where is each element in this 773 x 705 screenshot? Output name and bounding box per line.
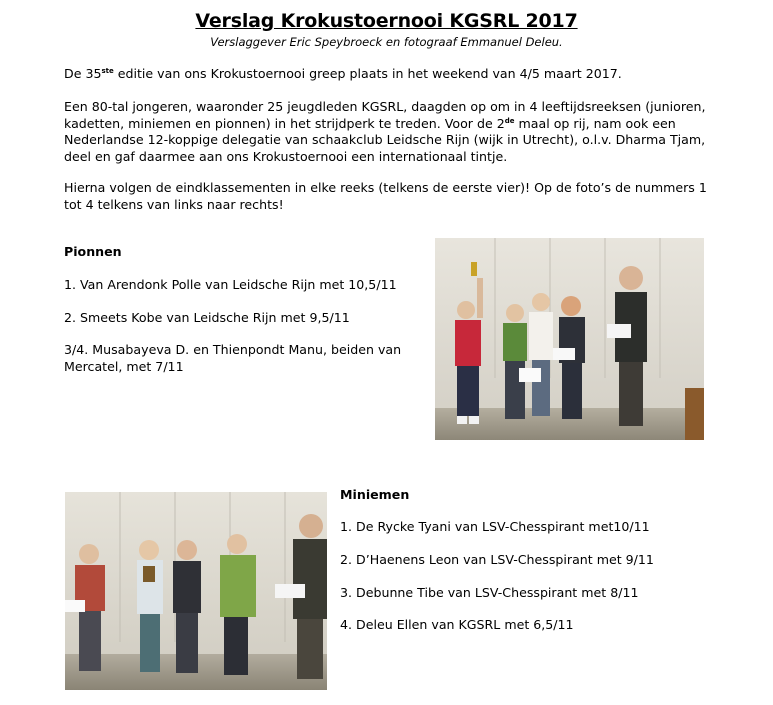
miniemen-result-1: 1. De Rycke Tyani van LSV-Chesspirant met10/11	[340, 519, 650, 534]
page-title: Verslag Krokustoernooi KGSRL 2017	[195, 10, 578, 32]
intro-paragraph-3: Hierna volgen de eindklassementen in elke reeks (telkens de eerste vier)! Op de foto’s de nummers 1 tot 4 telkens van links naar rechts!	[64, 180, 707, 212]
page-subtitle: Verslaggever Eric Speybroeck en fotograaf Emmanuel Deleu.	[210, 35, 563, 49]
intro-p2-text-b: maal op rij, nam ook een Nederlandse 12-koppige delegatie van schaakclub Leidsche Rijn (wijk in Utrecht), o.l.v. Dharma Tjam, deel en gaf daarmee aan ons Krokustoernooi een internationaal tintje.	[64, 115, 706, 164]
intro-p1-text-b: editie van ons Krokustoernooi greep plaats in het weekend van 4/5 maart 2017.	[113, 66, 622, 81]
pionnen-heading: Pionnen	[64, 244, 122, 259]
pionnen-result-1: 1. Van Arendonk Polle van Leidsche Rijn met 10,5/11	[64, 277, 397, 292]
intro-p1-superscript: ste	[101, 67, 114, 75]
miniemen-result-4: 4. Deleu Ellen van KGSRL met 6,5/11	[340, 617, 574, 632]
miniemen-heading: Miniemen	[340, 487, 410, 502]
intro-p2-superscript: de	[504, 116, 515, 125]
intro-paragraph-1	[64, 66, 724, 83]
pionnen-result-2: 2. Smeets Kobe van Leidsche Rijn met 9,5/11	[64, 310, 350, 325]
intro-paragraph-2	[64, 99, 724, 165]
pionnen-group-photo	[435, 238, 704, 440]
miniemen-result-3: 3. Debunne Tibe van LSV-Chesspirant met 8/11	[340, 585, 639, 600]
pionnen-result-3: 3/4. Musabayeva D. en Thienpondt Manu, beiden van Mercatel, met 7/11	[64, 342, 402, 374]
miniemen-group-photo	[65, 492, 327, 690]
intro-p2-text-a: Een 80-tal jongeren, waaronder 25 jeugdleden KGSRL, daagden op om in 4 leeftijdsreeksen (junioren, kadetten, miniemen en pionnen) in het strijdperk te treden. Voor de 2	[64, 99, 706, 131]
miniemen-result-2: 2. D’Haenens Leon van LSV-Chesspirant met 9/11	[340, 552, 654, 567]
intro-p1-text-a: De 35	[64, 66, 102, 81]
